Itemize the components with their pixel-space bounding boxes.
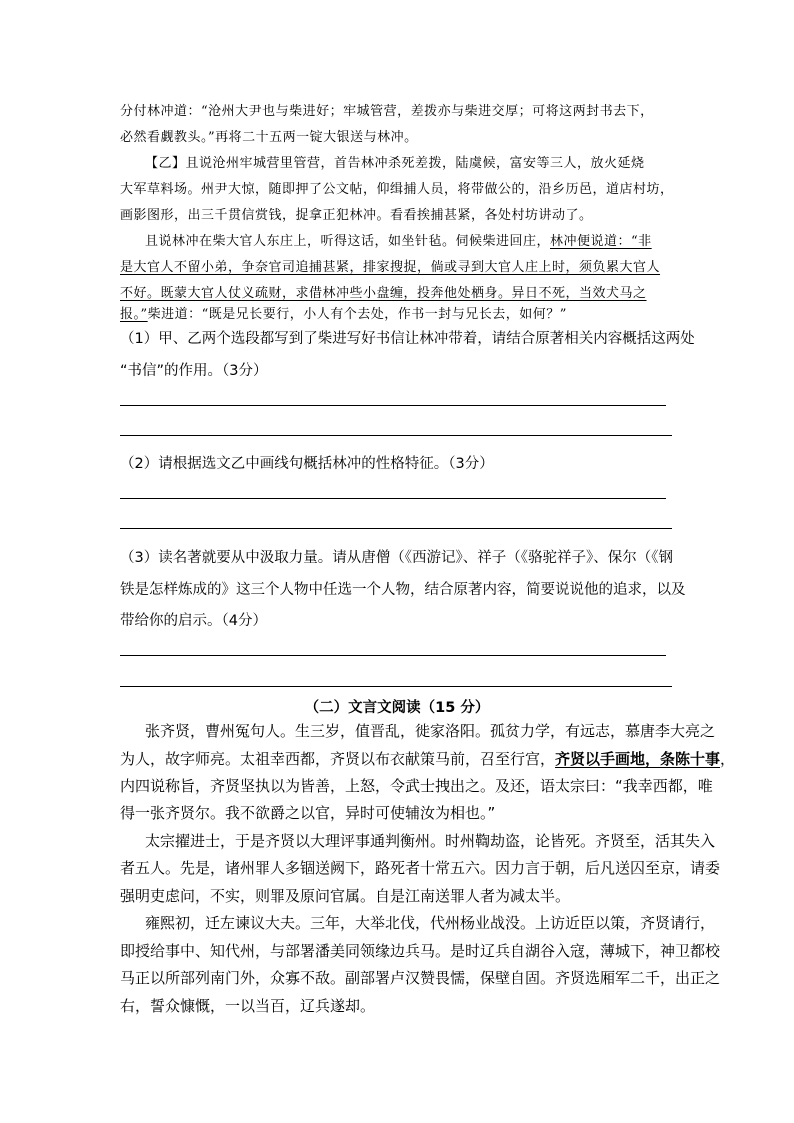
question-3-line-3: 带给你的启示。（4分） — [120, 613, 267, 629]
classical-p1-line-2-end: ， — [720, 750, 736, 768]
question-3-line-2: 铁是怎样炼成的》这三个人物中任选一个人物，结合原著内容，简要说说他的追求，以及 — [120, 582, 686, 598]
answer-line — [120, 686, 672, 687]
classical-p3-line-4: 右，誓众慷慨，一以当百，辽兵遂却。 — [120, 997, 376, 1015]
classical-p3-line-1: 雍熙初，迁左谏议大夫。三年，大举北伐，代州杨业战没。上访近臣以策，齐贤请行， — [145, 914, 716, 932]
passage-yi-line-1: 【乙】且说沧州牢城营里管营，首告林冲杀死差拨，陆虞候，富安等三人，放火延烧 — [145, 156, 645, 171]
passage-jia-line-1: 分付林冲道：“沧州大尹也与柴进好；牢城管营，差拨亦与柴进交厚；可将这两封书去下， — [120, 104, 654, 119]
classical-p3-line-3: 马正以所部列南门外，众寡不敌。副部署卢汉赞畏懦，保壁自固。齐贤选厢军二千，出正之 — [120, 969, 721, 987]
question-3-line-1: （3）读名著就要从中汲取力量。请从唐僧（《西游记》、祥子（《骆驼祥子》、保尔（《钢 — [120, 550, 673, 566]
underlined-sentence: 林冲便说道：“非 — [550, 234, 652, 249]
classical-p3-line-2: 即授给事中、知代州，与部署潘美同领缘边兵马。是时辽兵自湖谷入寇，薄城下，神卫都校 — [120, 942, 721, 960]
answer-line — [120, 655, 666, 656]
underlined-sentence-line-5: 是大官人不留小弟，争奈官司追捕甚紧，排家搜捉，倘或寻到大官人庄上时，须负累大官人 — [120, 260, 661, 275]
question-1-line-2: “书信”的作用。（3分） — [120, 363, 268, 379]
passage-yi-line-4-text: 且说林冲在柴大官人东庄上，听得这话，如坐针毡。伺候柴进回庄， — [145, 234, 551, 249]
passage-yi-line-7-text: 柴进道：“既是兄长要行，小人有个去处，作书一封与兄长去，如何？” — [147, 307, 567, 322]
answer-line — [120, 405, 666, 406]
underlined-sentence-end: 报。” — [120, 307, 148, 322]
passage-jia-line-2: 必然看觑教头。”再将二十五两一锭大银送与林冲。 — [120, 130, 418, 145]
answer-line — [120, 435, 672, 436]
classical-p2-line-2: 者五人。先是，诸州罪人多锢送阙下，路死者十常五六。因力言于朝，后凡送囚至京，请委 — [120, 859, 721, 877]
section-title: （二）文言文阅读（15 分） — [304, 700, 490, 716]
classical-p1-line-2-text: 为人，故字师亮。太祖幸西都，齐贤以布衣献策马前，召至行宫， — [120, 750, 556, 768]
passage-yi-line-2: 大军草料场。州尹大惊，随即押了公文帖，仰缉捕人员，将带做公的，沿乡历邑，道店村坊， — [120, 182, 674, 197]
underlined-sentence: 齐贤以手画地，条陈十事 — [555, 750, 721, 768]
classical-p1-line-2 — [120, 748, 735, 769]
answer-line — [120, 528, 672, 529]
passage-yi-line-3: 画影图形，出三千贯信赏钱，捉拿正犯林冲。看看挨捕甚紧，各处村坊讲动了。 — [120, 208, 593, 223]
answer-line — [120, 498, 666, 499]
question-2: （2）请根据选文乙中画线句概括林冲的性格特征。（3分） — [120, 456, 494, 472]
classical-p1-line-1: 张齐贤，曹州冤句人。生三岁，值晋乱，徙家洛阳。孤贫力学，有远志，慕唐李大亮之 — [145, 722, 716, 740]
classical-p1-line-4: 得一张齐贤尔。我不欲爵之以官，异时可使辅汝为相也。” — [120, 804, 496, 822]
passage-yi-line-7 — [120, 303, 567, 322]
passage-yi-line-4 — [145, 230, 652, 249]
question-1-line-1: （1）甲、乙两个选段都写到了柴进写好书信让林冲带着，请结合原著相关内容概括这两处 — [120, 331, 695, 347]
classical-p1-line-3: 内四说称旨，齐贤坚执以为皆善，上怒，令武士拽出之。及还，语太宗曰：“我幸西都，唯 — [120, 777, 713, 795]
classical-p2-line-1: 太宗擢进士，于是齐贤以大理评事通判衡州。时州鞫劫盗，论皆死。齐贤至，活其失入 — [145, 832, 716, 850]
classical-p2-line-3: 强明吏虑问，不实，则罪及原问官属。自是江南送罪人者为减太半。 — [120, 887, 571, 905]
underlined-sentence-line-6: 不好。既蒙大官人仗义疏财，求借林冲些小盘缠，投奔他处栖身。异日不死，当效犬马之 — [120, 286, 647, 301]
